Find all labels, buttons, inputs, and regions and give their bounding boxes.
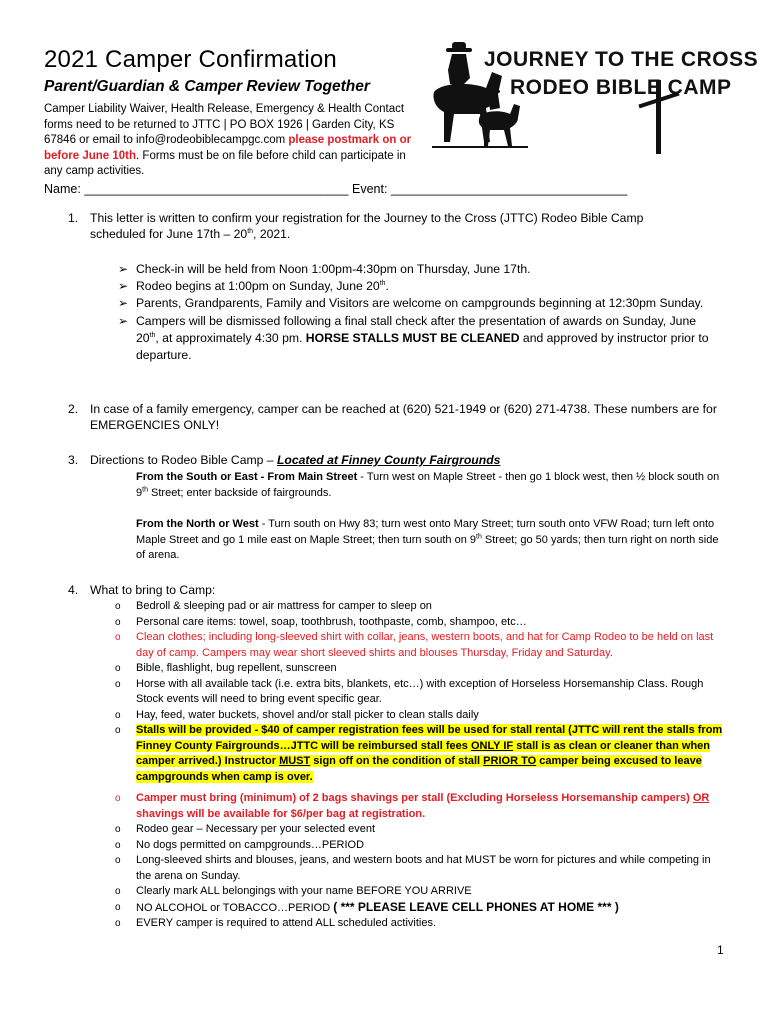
list-item: o Clean clothes; including long-sleeved shirt with collar, jeans, western boots, and hat for Camp Rodeo to be held on last day of camp. Campers may wear short sleeved shirts and blouses Thursday, Friday and Saturday. — [115, 631, 714, 659]
list-item: o EVERY camper is required to attend ALL scheduled activities. — [115, 917, 437, 929]
logo-line2: RODEO BIBLE CAMP — [510, 76, 732, 99]
list-item: o Rodeo gear – Necessary per your selected event — [115, 823, 376, 835]
section-1-bullet-list — [118, 261, 718, 364]
bring-list — [115, 599, 727, 932]
list-item: o Bedroll & sleeping pad or air mattress for camper to sleep on — [115, 600, 432, 612]
list-item-shavings: o Camper must bring (minimum) of 2 bags shavings per stall (Excluding Horseless Horsemanship campers) OR shavings will be available for $6/per bag at registration. — [115, 792, 710, 820]
section-3-heading: Directions to Rodeo Bible Camp – Located at Finney County Fairgrounds — [90, 453, 501, 467]
section-4-heading: What to bring to Camp: — [90, 583, 216, 597]
fairgrounds-location: Located at Finney County Fairgrounds — [276, 453, 501, 467]
arrow-bullet-icon: ➢ — [118, 296, 129, 311]
event-field[interactable]: __________________________________ — [390, 182, 628, 196]
intro-paragraph: Camper Liability Waiver, Health Release, Emergency & Health Contact forms need to be returned to JTTC | PO BOX 1926 | Garden City, KS 67846 or email to info@rodeobiblecampgc.com please postmark on or before June 10th. Forms must be on file before child can participate in any camp activities. — [44, 103, 412, 177]
arrow-bullet-icon: ➢ — [118, 262, 129, 276]
list-item: ➢ Check-in will be held from Noon 1:00pm-4:30pm on Thursday, June 17th. — [118, 261, 718, 278]
list-item: ➢ Campers will be dismissed following a final stall check after the presentation of awards on Sunday, June 20th, at approximately 4:30 pm. HORSE STALLS MUST BE CLEANED and approved by instructor prior to departure. — [118, 313, 709, 363]
section-1-text: This letter is written to confirm your registration for the Journey to the Cross (JTTC) Rodeo Bible Camp scheduled for June 17th – 20th, 2021. — [90, 211, 644, 241]
directions-north-west: From the North or West - Turn south on Hwy 83; turn west onto Mary Street; turn south onto VFW Road; turn left onto Maple Street and go 1 mile east on Maple Street; then turn south on 9th Street; go 50 yards; then turn right on north side of arena. — [136, 518, 719, 561]
camp-logo — [432, 42, 759, 170]
directions-south-east: From the South or East - From Main Street - Turn west on Maple Street - then go 1 block west, then ½ block south on 9th Street; enter backside of fairgrounds. — [136, 471, 720, 499]
page-title: 2021 Camper Confirmation — [44, 46, 337, 73]
section-1-number: 1. — [68, 211, 79, 225]
logo-line1: JOURNEY TO THE CROSS — [484, 48, 759, 71]
list-item: o Personal care items: towel, soap, toothbrush, toothpaste, comb, shampoo, etc… — [115, 615, 527, 628]
section-3-number: 3. — [68, 453, 79, 467]
list-item: o Clearly mark ALL belongings with your name BEFORE YOU ARRIVE — [115, 885, 472, 897]
list-item: ➢ Parents, Grandparents, Family and Visitors are welcome on campgrounds beginning at 12:30pm Sunday. — [118, 295, 718, 312]
cowboy-horse-logo-icon — [432, 42, 759, 170]
list-item: o Long-sleeved shirts and blouses, jeans, and western boots and hat MUST be worn for pictures and while competing in the arena on Sunday. — [115, 854, 711, 882]
list-item: o Horse with all available tack (i.e. extra bits, blankets, etc…) with exception of Horseless Horsemanship Class. Rough Stock events will need to bring event specific gear. — [115, 677, 704, 705]
list-item-stalls: o Stalls will be provided - $40 of camper registration fees will be used for stall rental (JTTC will rent the stalls from Finney County Fairgrounds…JTTC will be reimbursed stall fees ONLY IF stall is as clean or cleaner than when camper arrived.) Instructor MUST sign off on the condition of stall PRIOR TO camper being excused to leave campgrounds when camp is over. — [115, 724, 723, 783]
name-event-line: Name: ______________________________________ Event: __________________________________ — [44, 182, 628, 196]
section-2-text: In case of a family emergency, camper can be reached at (620) 521-1949 or (620) 271-4738. These numbers are for EMERGENCIES ONLY! — [90, 402, 717, 432]
list-item: o No dogs permitted on campgrounds…PERIOD — [115, 838, 365, 851]
list-item: o Hay, feed, water buckets, shovel and/or stall picker to clean stalls daily — [115, 708, 479, 721]
page-number: 1 — [717, 943, 724, 957]
list-item: o Bible, flashlight, bug repellent, sunscreen — [115, 662, 337, 674]
name-field[interactable]: ______________________________________ — [84, 182, 349, 196]
arrow-bullet-icon: ➢ — [118, 313, 129, 328]
section-4-number: 4. — [68, 583, 79, 597]
list-item-alcohol: o NO ALCOHOL or TOBACCO…PERIOD ( *** PLEASE LEAVE CELL PHONES AT HOME *** ) — [115, 899, 619, 914]
list-item: ➢ Rodeo begins at 1:00pm on Sunday, June 20th. — [118, 278, 718, 295]
section-2-number: 2. — [68, 402, 79, 416]
page-subtitle: Parent/Guardian & Camper Review Together — [44, 78, 370, 95]
arrow-bullet-icon: ➢ — [118, 279, 129, 294]
